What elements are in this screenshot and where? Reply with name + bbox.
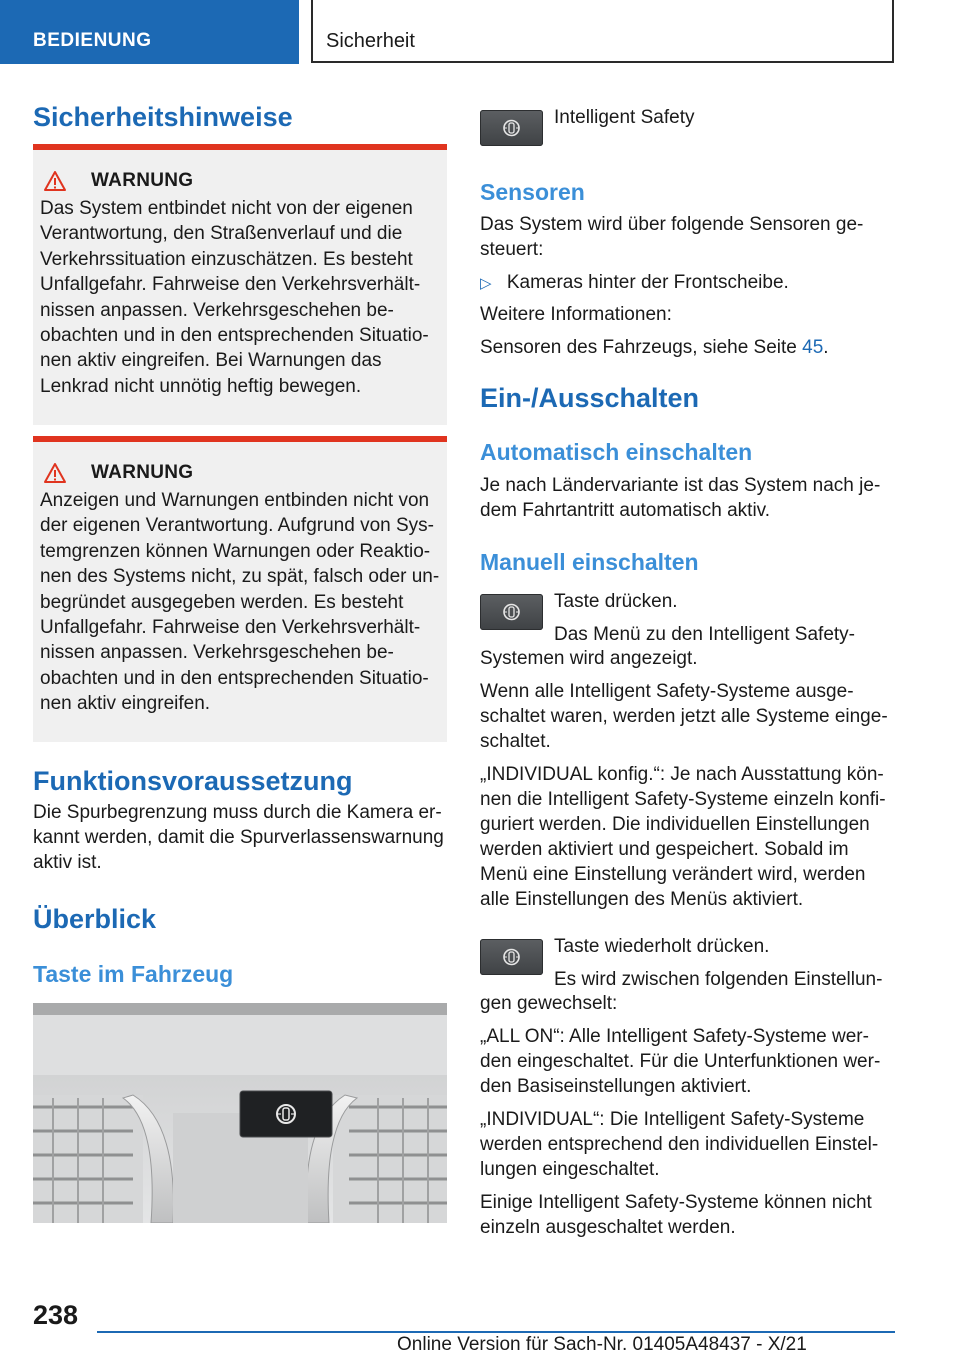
- heading-funktionsvoraussetzung: Funktionsvoraussetzung: [33, 766, 353, 796]
- intelligent-safety-icon: [480, 112, 543, 144]
- intelligent-safety-icon: [480, 941, 543, 973]
- text-line: aktiv ist.: [33, 852, 102, 873]
- warning-box-2: [33, 436, 447, 742]
- heading-sicherheitshinweise: Sicherheitshinweise: [33, 102, 293, 132]
- button-caption: Intelligent Safety: [554, 107, 695, 128]
- text-line: Je nach Ländervariante ist das System nach je-: [480, 475, 881, 496]
- header-chapter-tab: [311, 0, 894, 63]
- step-text: Das Menü zu den Intelligent Safety-: [554, 624, 856, 645]
- header-section-label: BEDIENUNG: [33, 30, 152, 51]
- manuell-paragraph: [480, 646, 900, 912]
- heading-sensoren: Sensoren: [480, 179, 585, 205]
- text-line: Unfallgefahr. Fahrweise den Verkehrsverhält-: [40, 274, 421, 296]
- text-line: „ALL ON“: Alle Intelligent Safety-Systeme wer-: [480, 1026, 869, 1047]
- auto-paragraph: [480, 473, 900, 523]
- text-line: Die Spurbegrenzung muss durch die Kamera er-: [33, 802, 442, 823]
- warning-triangle-icon: [43, 462, 67, 484]
- text-line: schaltet.: [480, 731, 551, 752]
- text-line: den eingeschaltet. Für die Unterfunktionen wer-: [480, 1051, 881, 1072]
- heading-taste-im-fahrzeug: Taste im Fahrzeug: [33, 961, 234, 987]
- text-line: Systemen wird angezeigt.: [480, 648, 698, 669]
- step-text: Es wird zwischen folgenden Einstellun-: [554, 969, 883, 990]
- text-line: obachten und in den entsprechenden Situatio-: [40, 667, 429, 689]
- footer-text: Online Version für Sach-Nr. 01405A48437 - X/21: [397, 1334, 807, 1355]
- step-text: Taste wiederholt drücken.: [554, 936, 770, 957]
- text-line: nissen anpassen. Verkehrsgeschehen be-: [40, 299, 394, 321]
- warning-box-1: [33, 144, 447, 425]
- text-line: den Basiseinstellungen aktiviert.: [480, 1076, 752, 1097]
- text-line: lungen eingeschaltet.: [480, 1159, 660, 1180]
- text-line: Das System entbindet nicht von der eigenen: [40, 198, 413, 219]
- text-line: kannt werden, damit die Spurverlassenswarnung: [33, 827, 444, 848]
- heading-ein-ausschalten: Ein-/Ausschalten: [480, 383, 700, 413]
- warning-triangle-icon: [43, 170, 67, 192]
- text-line: nen aktiv eingreifen.: [40, 693, 211, 715]
- reference-suffix: .: [823, 337, 829, 358]
- warning-title-row: [43, 170, 193, 192]
- warning-text: [40, 488, 444, 717]
- text-line: guriert werden. Die individuellen Einstellungen: [480, 814, 870, 835]
- heading-ueberblick: Überblick: [33, 904, 157, 934]
- text-line: begründet ausgegeben werden. Es besteht: [40, 591, 404, 613]
- intelligent-safety-button-image: [480, 939, 543, 975]
- sensoren-paragraph: [480, 212, 900, 262]
- reference-text: Sensoren des Fahrzeugs, siehe Seite: [480, 337, 803, 358]
- intelligent-safety-button-image: [480, 110, 543, 146]
- header-chapter-label: Sicherheit: [326, 30, 415, 52]
- text-line: werden aktiviert und gespeichert. Sobald im: [480, 839, 849, 860]
- bullet-text: Kameras hinter der Frontscheibe.: [506, 272, 789, 293]
- text-line: werden entsprechend den individuellen Einstel-: [480, 1134, 879, 1155]
- warning-bar: [33, 144, 447, 150]
- text-line: Verantwortung, den Straßenverlauf und die: [40, 223, 403, 245]
- repeat-paragraph: [480, 991, 900, 1240]
- bullet-triangle-icon: ▷: [480, 275, 492, 292]
- text-line: nissen anpassen. Verkehrsgeschehen be-: [40, 642, 394, 664]
- text-line: „INDIVIDUAL konfig.“: Je nach Ausstattung kön-: [480, 764, 884, 785]
- text-line: „INDIVIDUAL“: Die Intelligent Safety-Systeme: [480, 1109, 865, 1130]
- dashboard-vents-illustration: [33, 1003, 447, 1223]
- page-number: 238: [33, 1300, 79, 1330]
- text-line: alle Einstellungen des Menüs aktiviert.: [480, 889, 804, 910]
- text-line: temgrenzen können Warnungen oder Reaktio-: [40, 540, 431, 562]
- footer-rule: [97, 1331, 895, 1333]
- step-text: Taste drücken.: [554, 591, 678, 612]
- intelligent-safety-button-image: [480, 594, 543, 630]
- text-line: nen die Intelligent Safety-Systeme einzeln konfi-: [480, 789, 886, 810]
- text-line: steuert:: [480, 239, 544, 260]
- text-line: der eigenen Verantwortung. Aufgrund von Sys-: [40, 515, 434, 537]
- vehicle-button-photo: [33, 1003, 447, 1223]
- heading-automatisch-einschalten: Automatisch einschalten: [480, 439, 753, 465]
- text-line: dem Fahrtantritt automatisch aktiv.: [480, 500, 771, 521]
- text-line: obachten und in den entsprechenden Situatio-: [40, 325, 429, 347]
- sensoren-reference: [480, 335, 829, 360]
- weitere-informationen: Weitere Informationen:: [480, 304, 672, 325]
- text-line: Wenn alle Intelligent Safety-Systeme ausge-: [480, 681, 854, 702]
- funktion-paragraph: [33, 800, 453, 875]
- warning-title: WARNUNG: [91, 170, 194, 191]
- text-line: Lenkrad nicht unnötig heftig bewegen.: [40, 375, 362, 397]
- text-line: nen des Systems nicht, zu spät, falsch oder un-: [40, 566, 440, 588]
- warning-text: [40, 196, 444, 399]
- text-line: Menü eine Einstellung verändert wird, werden: [480, 864, 866, 885]
- heading-manuell-einschalten: Manuell einschalten: [480, 549, 699, 575]
- text-line: Anzeigen und Warnungen entbinden nicht von: [40, 490, 430, 511]
- text-line: einzeln ausgeschaltet werden.: [480, 1217, 736, 1238]
- intelligent-safety-icon: [480, 596, 543, 628]
- warning-bar: [33, 436, 447, 442]
- warning-title: WARNUNG: [91, 462, 194, 483]
- page-link[interactable]: 45: [802, 337, 824, 358]
- sensoren-bullet: [480, 270, 900, 296]
- text-line: Das System wird über folgende Sensoren ge-: [480, 214, 864, 235]
- header-section-tab: [0, 0, 299, 64]
- text-line: Verkehrssituation einzuschätzen. Es besteht: [40, 248, 413, 270]
- text-line: Unfallgefahr. Fahrweise den Verkehrsverhält-: [40, 617, 421, 639]
- text-line: Einige Intelligent Safety-Systeme können nicht: [480, 1192, 872, 1213]
- text-line: gen gewechselt:: [480, 993, 618, 1014]
- text-line: nen aktiv eingreifen. Bei Warnungen das: [40, 350, 382, 372]
- warning-title-row: [43, 462, 193, 484]
- text-line: schaltet waren, werden jetzt alle Systeme einge-: [480, 706, 888, 727]
